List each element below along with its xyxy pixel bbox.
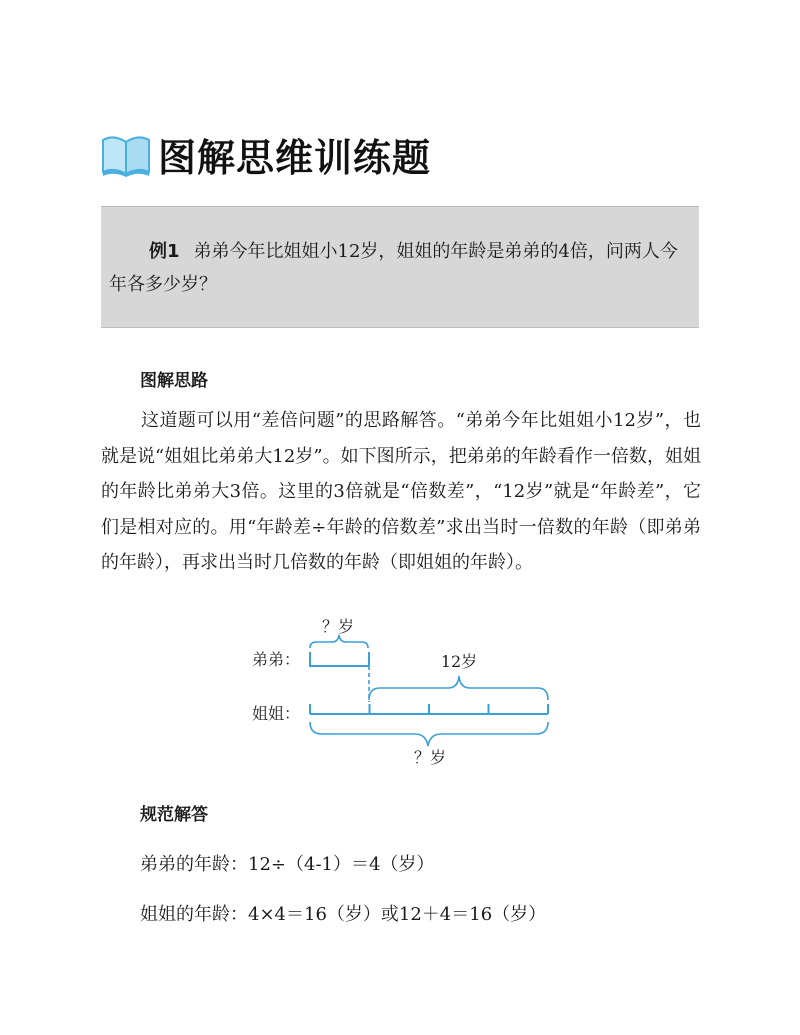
book-icon <box>100 130 152 178</box>
solution-heading: 规范解答 <box>140 805 208 825</box>
sister-bottom-label: ？岁 <box>413 748 447 767</box>
page-header <box>100 124 431 184</box>
page-title: 图解思维训练题 <box>158 135 432 180</box>
difference-brace <box>369 676 548 700</box>
sister-label: 姐姐： <box>252 704 301 723</box>
brother-top-brace <box>310 635 368 648</box>
example-question: 弟弟今年比姐姐小12岁，姐姐的年龄是弟弟的4倍，问两人今年各多少岁？ <box>109 241 678 295</box>
brother-segment <box>310 652 369 666</box>
analysis-paragraph: 这道题可以用“差倍问题”的思路解答。“弟弟今年比姐姐小12岁”，也就是说“姐姐比弟弟大12岁”。如下图所示，把弟弟的年龄看作一倍数，姐姐的年龄比弟弟大3倍。这里的3倍就是“倍数差”，“12岁”就是“年龄差”，它们是相对应的。用“年龄差÷年龄的倍数差”求出当时一倍数的年龄（即弟弟的年龄），再求出当时几倍数的年龄（即姐姐的年龄）。 <box>101 410 701 573</box>
brother-top-label: ？岁 <box>321 617 355 636</box>
example-box <box>101 206 699 328</box>
analysis-heading: 图解思路 <box>140 371 208 391</box>
difference-label: 12岁 <box>440 652 478 671</box>
example-label: 例1 <box>149 241 180 262</box>
sister-bottom-brace <box>310 722 548 746</box>
segment-diagram <box>240 612 570 772</box>
sister-segment-ticks <box>310 704 548 714</box>
solution-line-brother: 弟弟的年龄：12÷（4-1）＝4（岁） <box>140 854 435 875</box>
solution-line-sister: 姐姐的年龄：4×4＝16（岁）或12＋4＝16（岁） <box>140 904 547 925</box>
brother-label: 弟弟： <box>252 650 301 669</box>
